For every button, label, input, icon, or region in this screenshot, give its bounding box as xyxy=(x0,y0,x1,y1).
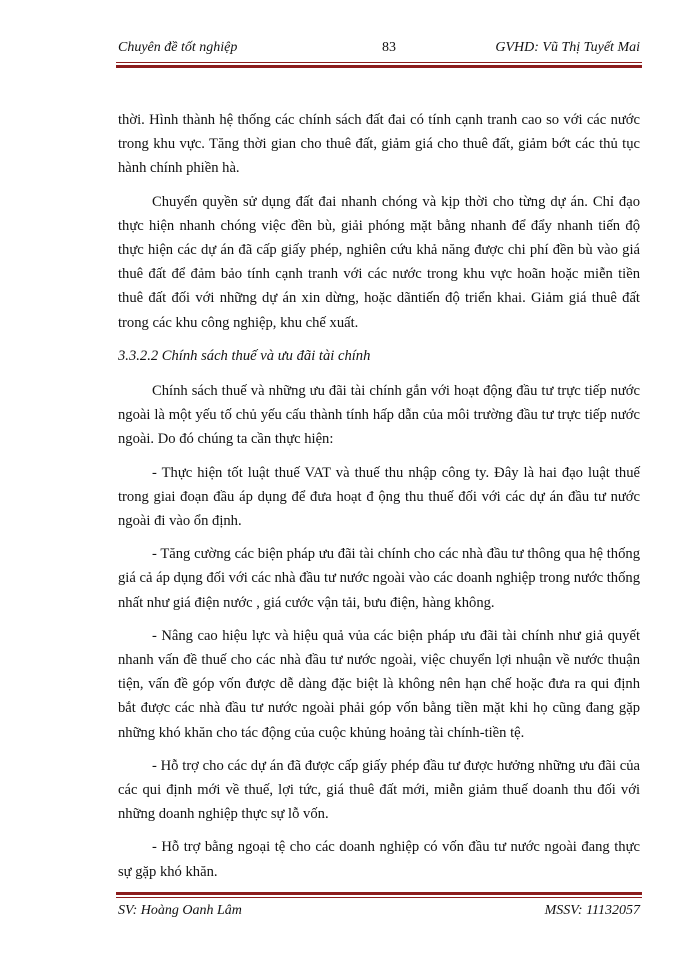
bullet-licensed-projects: - Hỗ trợ cho các dự án đã được cấp giấy phép đầu tư được hưởng những ưu đãi của các qui định mới về thuế, lợi tức, giá thuê đất mới, miễn giảm thuế doanh thu đối với những doanh nghiệp thực sự lỗ vốn. xyxy=(118,757,640,823)
bullet-vat-law: - Thực hiện tốt luật thuế VAT và thuế thu nhập công ty. Đây là hai đạo luật thuế trong giai đoạn đầu áp dụng để đưa hoạt đ ộng thu thuế đối với các dự án đầu tư nước ngoài đi vào ổn định. xyxy=(118,464,640,530)
paragraph-continued: thời. Hình thành hệ thống các chính sách đất đai có tính cạnh tranh cao so với các nước trong khu vực. Tăng thời gian cho thuê đất, giảm giá cho thuê đất, giảm bớt các thủ tục hành chính phiền hà. xyxy=(118,112,640,177)
bullet-foreign-currency: - Hỗ trợ bằng ngoại tệ cho các doanh nghiệp có vốn đầu tư nước ngoài đang thực sự gặp khó khăn. xyxy=(118,839,640,880)
footer-rule-thin xyxy=(116,897,642,898)
header-document-title: Chuyên đề tốt nghiệp xyxy=(118,40,238,55)
footer-student-id: MSSV: 11132057 xyxy=(544,903,640,918)
footer-rule-thick xyxy=(116,892,642,895)
header-supervisor: GVHD: Vũ Thị Tuyết Mai xyxy=(495,40,640,55)
paragraph-land-use-rights: Chuyển quyền sử dụng đất đai nhanh chóng và kịp thời cho từng dự án. Chỉ đạo thực hiện nhanh chóng việc đền bù, giải phóng mặt bằng nhanh để đẩy nhanh tiến độ thực hiện các dự án đã cấp giấy phép, nghiên cứu khả năng được chi phí đền bù vào giá thuê đất để đảm bảo tính cạnh tranh với các nước trong khu vực hoãn hoặc miễn tiền thuê đất đối với những dự án xin dừng, hoặc dãntiến độ triển khai. Giảm giá thuê đất trong các khu công nghiệp, khu chế xuất. xyxy=(118,193,640,331)
paragraph-tax-policy-intro: Chính sách thuế và những ưu đãi tài chính gắn với hoạt động đầu tư trực tiếp nước ngoài là một yếu tố chủ yếu cấu thành tính hấp dẫn của môi trường đầu tư trực tiếp nước ngoài. Do đó chúng ta cần thực hiện: xyxy=(118,383,640,448)
page-body xyxy=(118,108,640,893)
header-page-number: 83 xyxy=(382,40,396,55)
footer-student-name: SV: Hoàng Oanh Lâm xyxy=(118,903,242,918)
bullet-financial-incentives: - Tăng cường các biện pháp ưu đãi tài chính cho các nhà đầu tư thông qua hệ thống giá cả áp dụng đối với các nhà đầu tư nước ngoài vào các doanh nghiệp trong nước thống nhất như giá điện nước , giá cước vận tải, bưu điện, hàng không. xyxy=(118,546,640,611)
bullet-effectiveness: - Nâng cao hiệu lực và hiệu quả vủa các biện pháp ưu đãi tài chính như giả quyết nhanh vấn đề thuế cho các nhà đầu tư nước ngoài, việc chuyển lợi nhuận về nước thuận tiện, vấn đề góp vốn được dễ dàng đặc biệt là không nên hạn chế hoặc đưa ra qui định bắt được các nhà đầu tư nước ngoài phải góp vốn bằng tiền mặt khi họ cũng đang gặp những khó khăn cho tác động của cuộc khủng hoảng tài chính-tiền tệ. xyxy=(118,627,640,741)
page-header xyxy=(118,40,640,62)
page-footer xyxy=(118,903,640,925)
header-rule-thick xyxy=(116,65,642,68)
header-rule-thin xyxy=(116,62,642,63)
section-heading: 3.3.2.2 Chính sách thuế và ưu đãi tài chính xyxy=(118,347,371,364)
